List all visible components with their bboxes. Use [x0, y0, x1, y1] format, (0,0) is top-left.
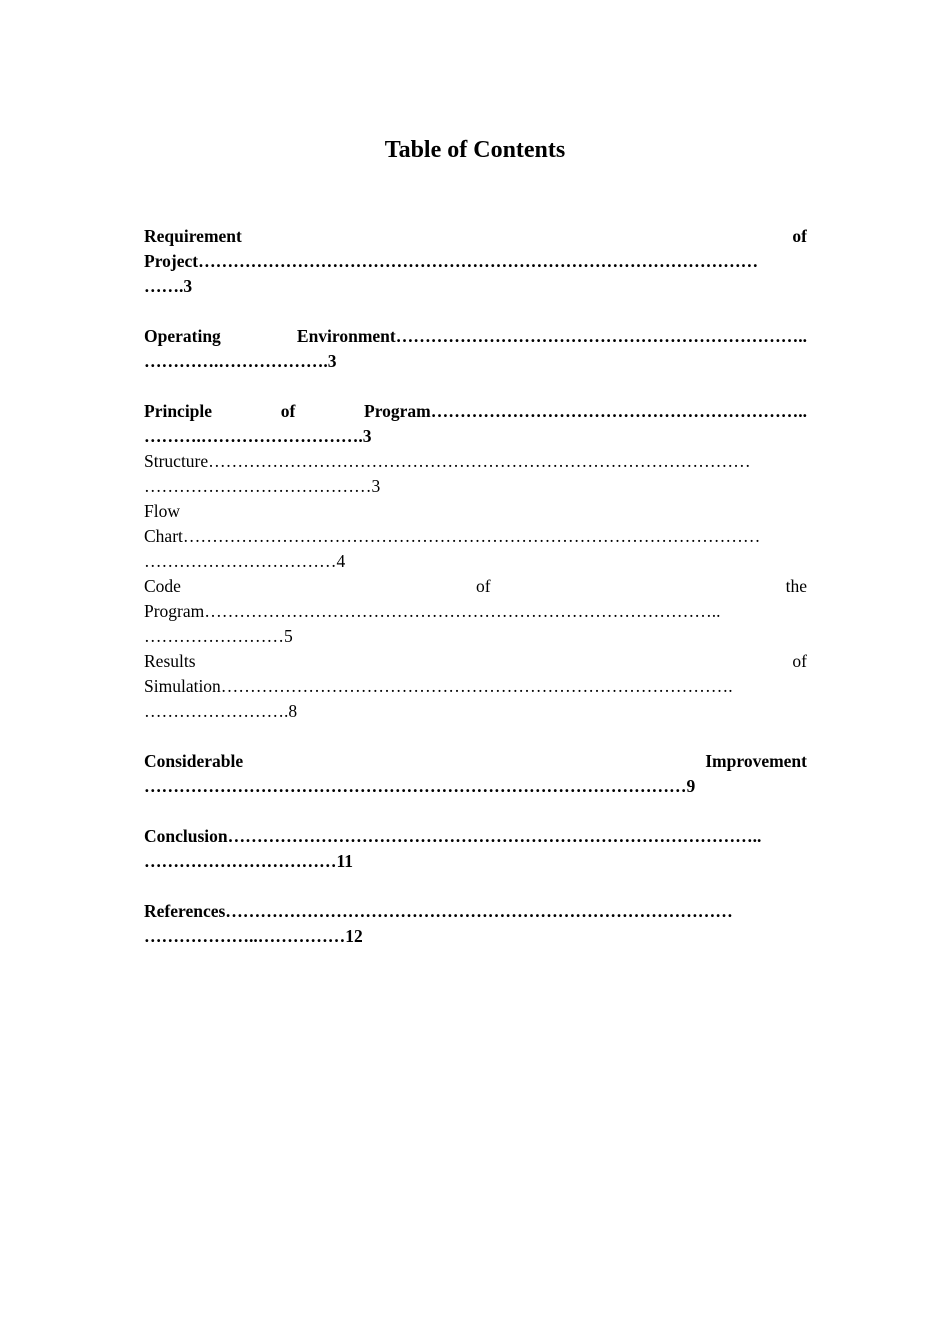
- toc-word: Environment……………………………………………………………..: [296, 326, 807, 346]
- toc-word: Considerable: [144, 751, 244, 771]
- toc-entry-operating-environment[interactable]: [144, 324, 807, 374]
- toc-page-number-line: …………………………………………………………………………………9: [144, 776, 696, 796]
- toc-page-number-line: …………………….8: [144, 701, 298, 721]
- toc-word: of: [792, 651, 807, 671]
- toc-word: of: [792, 226, 807, 246]
- toc-entry-conclusion[interactable]: [144, 824, 807, 874]
- toc-word: Operating: [144, 326, 221, 346]
- toc-line: [144, 399, 807, 424]
- toc-line: Chart………………………………………………………………………………………: [144, 526, 761, 546]
- toc-line: [144, 649, 807, 674]
- toc-page-number-line: ……………………………4: [144, 551, 346, 571]
- toc-page-number-line: ………….……………….3: [144, 351, 337, 371]
- toc-page-number-line: ……….……………………….3: [144, 426, 372, 446]
- toc-entry-flow-chart[interactable]: [144, 499, 807, 574]
- toc-word: Requirement: [144, 226, 242, 246]
- page-title: Table of Contents: [384, 137, 566, 163]
- toc-line: [144, 574, 807, 599]
- toc-line: Project……………………………………………………………………………………: [144, 251, 759, 271]
- toc-line: [144, 224, 807, 249]
- toc-word: of: [475, 576, 491, 596]
- toc-word: Program………………………………………………………..: [364, 401, 807, 421]
- toc-word: Results: [144, 651, 196, 671]
- toc-line: Program……………………………………………………………………………..: [144, 601, 721, 621]
- toc-line: Conclusion………………………………………………………………………………..: [144, 826, 762, 846]
- toc-line: Flow: [144, 501, 180, 521]
- toc-line: [144, 324, 807, 349]
- toc-word: Code: [144, 576, 181, 596]
- toc-line: References……………………………………………………………………………: [144, 901, 733, 921]
- toc-word: the: [785, 576, 807, 596]
- toc-page-number-line: ………………..……………12: [144, 926, 363, 946]
- toc-entry-principle-of-program[interactable]: [144, 399, 807, 449]
- toc-page-number-line: …….3: [144, 276, 193, 296]
- toc-entry-considerable-improvement[interactable]: [144, 749, 807, 799]
- toc-entry-results-of-simulation[interactable]: [144, 649, 807, 724]
- toc-entry-references[interactable]: [144, 899, 807, 949]
- toc-word: Improvement: [705, 751, 807, 771]
- toc-entry-structure[interactable]: [144, 449, 807, 499]
- toc-word: Principle: [144, 401, 213, 421]
- toc-entry-code-of-the-program[interactable]: [144, 574, 807, 649]
- toc-line: Structure…………………………………………………………………………………: [144, 451, 751, 471]
- toc-line: [144, 749, 807, 774]
- toc-word: of: [280, 401, 296, 421]
- table-of-contents: [144, 224, 807, 949]
- toc-line: Simulation…………………………………………………………………………….: [144, 676, 733, 696]
- toc-page-number-line: ……………………………11: [144, 851, 354, 871]
- toc-entry-requirement-of-project[interactable]: [144, 224, 807, 299]
- toc-page-number-line: …………………………………3: [144, 476, 381, 496]
- toc-page-number-line: ……………………5: [144, 626, 293, 646]
